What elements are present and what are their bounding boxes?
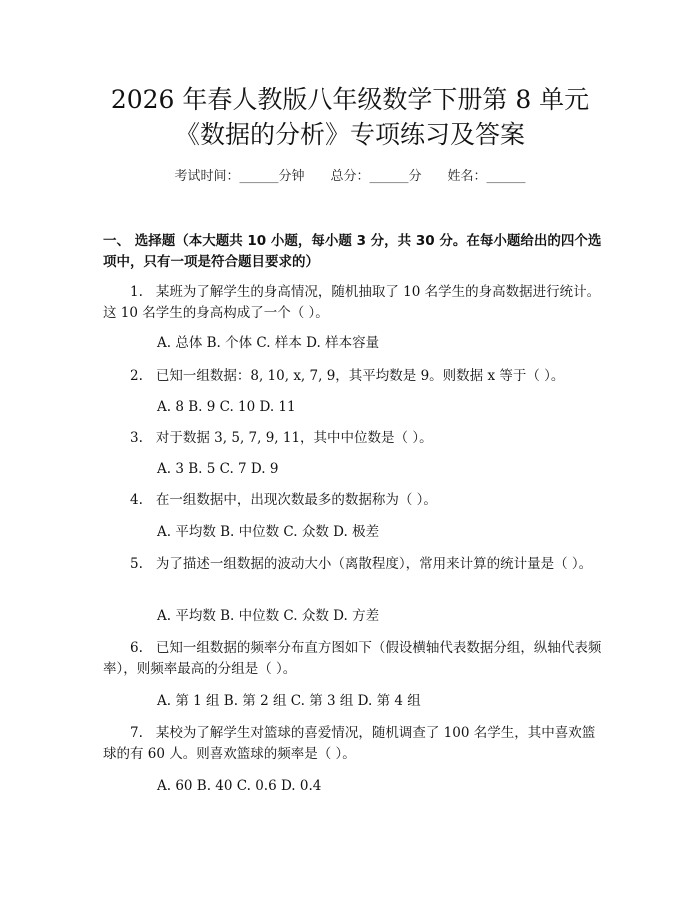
title-line-2: 《数据的分析》专项练习及答案 bbox=[174, 120, 525, 149]
question-3-options: A. 3 B. 5 C. 7 D. 9 bbox=[157, 461, 279, 477]
question-text: 在一组数据中，出现次数最多的数据称为（ ）。 bbox=[155, 492, 437, 508]
question-6-options: A. 第 1 组 B. 第 2 组 C. 第 3 组 D. 第 4 组 bbox=[157, 693, 421, 709]
question-1-options: A. 总体 B. 个体 C. 样本 D. 样本容量 bbox=[157, 335, 380, 351]
question-4 bbox=[103, 490, 603, 511]
question-5-options: A. 平均数 B. 中位数 C. 众数 D. 方差 bbox=[157, 608, 380, 624]
exam-meta bbox=[0, 168, 700, 186]
exam-time: 考试时间：______分钟 bbox=[174, 169, 305, 184]
question-2 bbox=[103, 366, 603, 387]
question-7-options: A. 60 B. 40 C. 0.6 D. 0.4 bbox=[157, 778, 322, 794]
total-score: 总分：______分 bbox=[330, 169, 422, 184]
question-3 bbox=[103, 428, 603, 449]
question-number: 3. bbox=[130, 430, 143, 446]
question-number: 6. bbox=[130, 640, 143, 656]
question-text: 对于数据 3, 5, 7, 9, 11，其中中位数是（ ）。 bbox=[155, 430, 433, 446]
question-number: 4. bbox=[130, 492, 143, 508]
question-number: 2. bbox=[130, 368, 143, 384]
section-heading: 一、 选择题（本大题共 10 小题，每小题 3 分，共 30 分。在每小题给出的四个选项中，只有一项是符合题目要求的） bbox=[103, 233, 602, 270]
question-text: 为了描述一组数据的波动大小（离散程度），常用来计算的统计量是（ ）。 bbox=[155, 556, 593, 572]
question-number: 5. bbox=[130, 556, 143, 572]
question-7 bbox=[103, 723, 603, 765]
student-name: 姓名：______ bbox=[447, 169, 526, 184]
question-1 bbox=[103, 282, 603, 324]
question-text: 某班为了解学生的身高情况，随机抽取了 10 名学生的身高数据进行统计。这 10 名学生的身高构成了一个（ ）。 bbox=[103, 284, 601, 321]
question-2-options: A. 8 B. 9 C. 10 D. 11 bbox=[157, 399, 296, 415]
question-text: 已知一组数据：8, 10, x, 7, 9，其平均数是 9。则数据 x 等于（ ）。 bbox=[155, 368, 565, 384]
question-4-options: A. 平均数 B. 中位数 C. 众数 D. 极差 bbox=[157, 524, 380, 540]
title-line-1: 2026 年春人教版八年级数学下册第 8 单元 bbox=[110, 85, 590, 114]
question-5 bbox=[103, 554, 603, 575]
question-number: 7. bbox=[130, 725, 143, 741]
question-text: 已知一组数据的频率分布直方图如下（假设横轴代表数据分组，纵轴代表频率），则频率最高的分组是（ ）。 bbox=[103, 640, 602, 677]
question-text: 某校为了解学生对篮球的喜爱情况，随机调查了 100 名学生，其中喜欢篮球的有 60 人。则喜欢篮球的频率是（ ）。 bbox=[103, 725, 596, 762]
question-number: 1. bbox=[130, 284, 143, 300]
question-6 bbox=[103, 638, 603, 680]
